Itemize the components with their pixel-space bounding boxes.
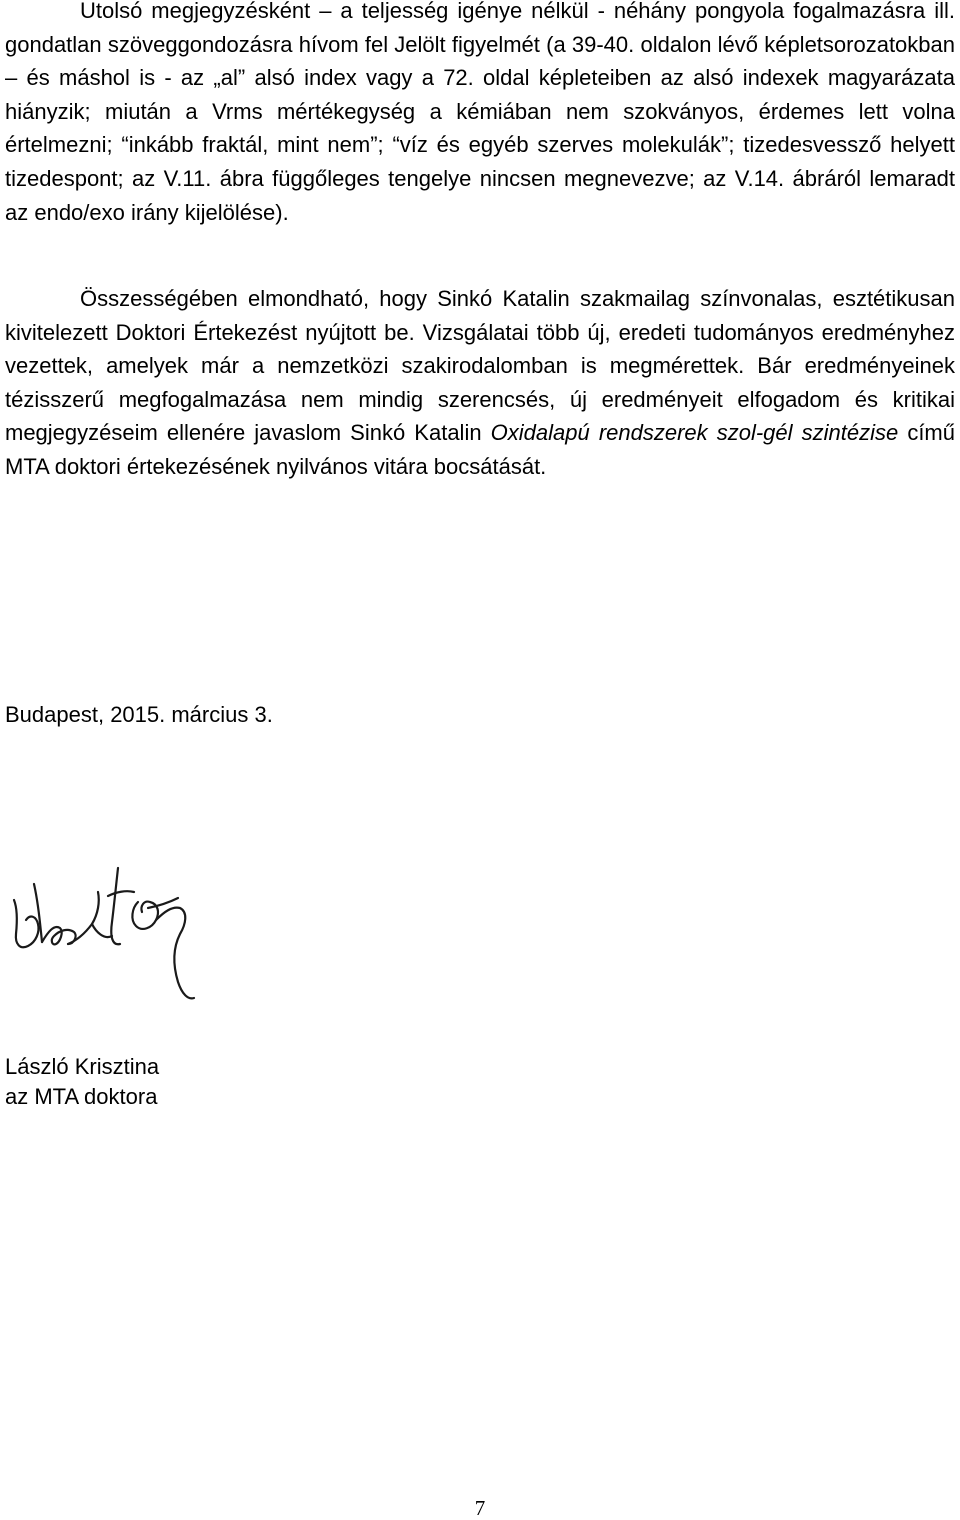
dissertation-title: Oxidalapú rendszerek szol-gél szintézise	[490, 420, 899, 446]
paragraph-closing-remarks	[5, 0, 955, 229]
handwritten-signature	[8, 862, 218, 1002]
signer-block	[5, 1052, 159, 1112]
paragraph-closing-remarks-text: Utolsó megjegyzésként – a teljesség igénye nélkül - néhány pongyola fogalmazásra ill. gondatlan szöveggondozásra hívom fel Jelölt figyelmét (a 39-40. oldalon lévő képletsorozatokban – és máshol is - az „al” alsó index vagy a 72. oldal képleteiben az alsó indexek magyarázata hiányzik; miután a Vrms mértékegység a kémiában nem szokványos, érdemes lett volna értelmezni; “inkább fraktál, mint nem”; “víz és egyéb szerves molekulák”; tizedesvessző helyett tizedespont; az V.11. ábra függőleges tengelye nincsen megnevezve; az V.14. ábráról lemaradt az endo/exo irány kijelölése).	[5, 0, 955, 225]
signer-title: az MTA doktora	[5, 1084, 158, 1109]
summary-text-before-title: Összességében elmondható, hogy Sinkó Katalin szakmailag színvonalas, esztétikusan kivitelezett Doktori Értekezést nyújtott be. Vizsgálatai több új, eredeti tudományos eredményhez vezettek, amelyek már a nemzetközi szakirodalomban is megmérettek. Bár eredményeinek tézisszerű megfogalmazása nem mindig szerencsés, új eredményeit elfogadom és kritikai megjegyzéseim ellenére javaslom Sinkó Katalin	[5, 286, 955, 446]
paragraph-summary	[5, 282, 955, 484]
summary-text-after-title: című MTA doktori értekezésének nyilvános vitára bocsátását.	[5, 420, 955, 479]
page-number: 7	[474, 1496, 486, 1520]
signer-name: László Krisztina	[5, 1054, 160, 1079]
place-and-date: Budapest, 2015. március 3.	[5, 702, 273, 727]
